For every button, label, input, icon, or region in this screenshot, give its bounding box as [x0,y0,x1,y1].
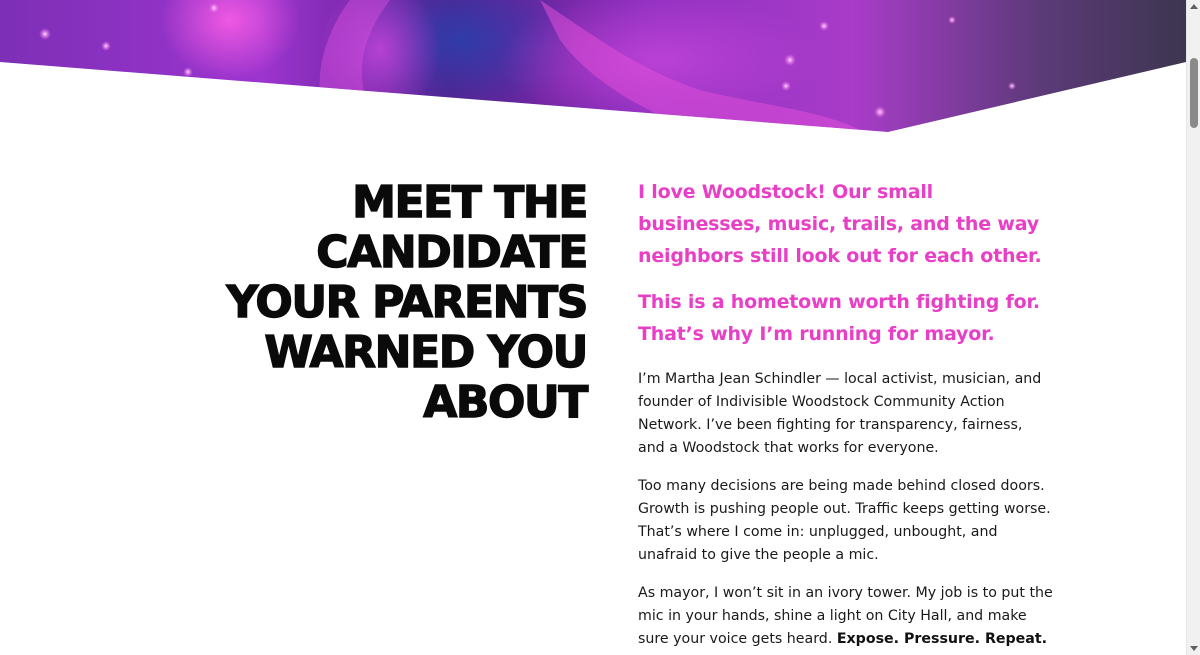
headline-line: YOUR PARENTS [226,277,587,328]
headline-line: CANDIDATE [316,227,587,278]
lead-paragraph: I love Woodstock! Our small businesses, music, trails, and the way neighbors still look out for each other. [638,181,1042,267]
candidate-intro [638,176,1058,655]
page-scrollbar[interactable] [1186,0,1200,655]
scroll-up-arrow-icon[interactable] [1190,4,1198,9]
headline-line: MEET THE [352,177,587,228]
scroll-down-arrow-icon[interactable] [1190,646,1198,651]
body-paragraph [638,582,1053,651]
headline-line: WARNED YOU [264,327,587,378]
emphasis-text: Expose. Pressure. Repeat. [836,631,1048,647]
body-paragraph-text: As mayor, I won’t sit in an ivory tower. My job is to put the mic in your hands, shine a light on City Hall, and make sure your voice gets heard. [638,585,1053,647]
body-paragraph: I’m Martha Jean Schindler — local activist, musician, and founder of Indivisible Woodstock Community Action Network. I’ve been fighting for transparency, fairness, and a Woodstock that works for everyone. [638,371,1042,456]
lead-paragraph: This is a hometown worth fighting for. That’s why I’m running for mayor. [638,291,1040,345]
section-headline [120,178,587,428]
body-paragraph: Too many decisions are being made behind closed doors. Growth is pushing people out. Traffic keeps getting worse. That’s where I come in: unplugged, unbought, and unafraid to give the people a mic. [638,478,1051,563]
scrollbar-thumb[interactable] [1190,58,1198,128]
headline-line: ABOUT [423,377,587,428]
